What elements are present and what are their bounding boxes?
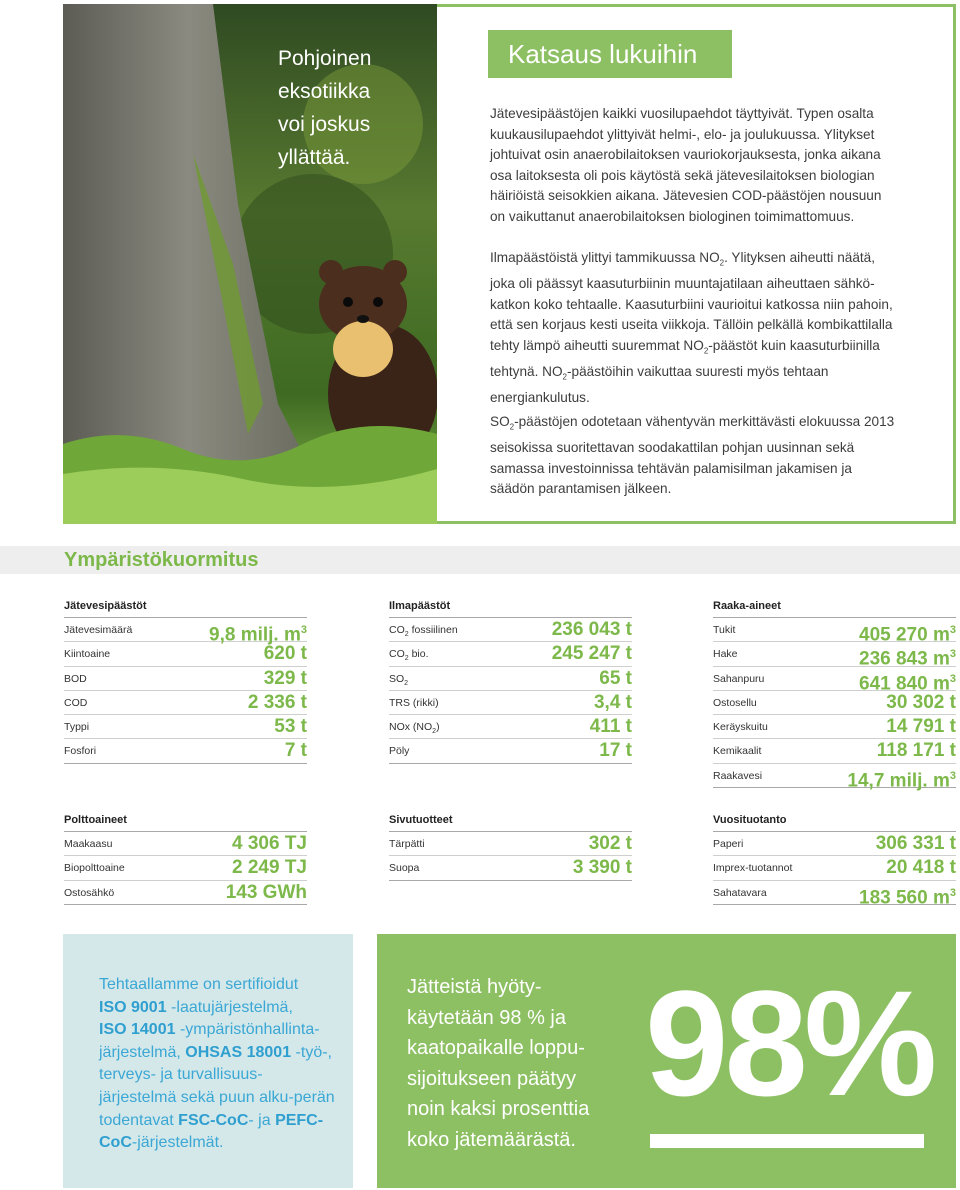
row-value bbox=[886, 856, 956, 880]
text-span: Tehtaallamme on sertifioidut bbox=[99, 976, 299, 993]
paragraph-air bbox=[490, 248, 900, 409]
table-vuosi bbox=[713, 808, 956, 908]
text-span: -ympäristönhallinta-järjestelmä, bbox=[99, 1021, 320, 1061]
text-span: - ja bbox=[248, 1111, 276, 1129]
cert-ohsas: OHSAS 18001 bbox=[185, 1043, 292, 1061]
row-value bbox=[876, 832, 956, 856]
row-label bbox=[713, 673, 764, 685]
table-row bbox=[713, 642, 956, 670]
label-text: Maakaasu bbox=[64, 838, 113, 850]
label-text: Tärpätti bbox=[389, 838, 425, 850]
table-jatevesi bbox=[64, 594, 307, 764]
table-row bbox=[389, 618, 632, 642]
table-row bbox=[389, 856, 632, 880]
row-value bbox=[847, 764, 956, 793]
cert-fsc: FSC-CoC bbox=[178, 1111, 249, 1129]
value-superscript: 3 bbox=[949, 672, 956, 685]
row-label bbox=[64, 673, 87, 685]
label-text: Ostosellu bbox=[713, 696, 757, 709]
row-value bbox=[552, 618, 632, 642]
row-label bbox=[713, 721, 768, 733]
row-label bbox=[713, 624, 735, 636]
label-subscript: 2 bbox=[404, 655, 409, 663]
table-title: Raaka-aineet bbox=[713, 594, 956, 618]
row-value bbox=[886, 691, 956, 715]
label-text: Keräyskuitu bbox=[713, 721, 768, 734]
subscript: 2 bbox=[719, 258, 725, 268]
table-row bbox=[713, 739, 956, 763]
label-text: Kiintoaine bbox=[64, 648, 111, 661]
label-text: Paperi bbox=[713, 838, 744, 850]
row-value bbox=[264, 667, 307, 691]
subscript: 2 bbox=[562, 372, 567, 382]
text-span: -päästöt kuin kaasuturbiinilla tehtynä. NO bbox=[490, 337, 880, 379]
value-text: 236 843 m bbox=[859, 648, 950, 670]
value-text: 30 302 t bbox=[886, 691, 956, 713]
table-row bbox=[64, 667, 307, 691]
row-label bbox=[713, 862, 792, 874]
row-label bbox=[713, 838, 743, 850]
value-text: 143 GWh bbox=[225, 881, 307, 903]
cert-iso14001: ISO 14001 bbox=[99, 1021, 176, 1039]
label-text: Fosfori bbox=[64, 745, 97, 758]
text-span: -laatujärjestelmä, bbox=[166, 998, 293, 1016]
row-value bbox=[285, 739, 307, 763]
text-span: SO bbox=[490, 414, 510, 429]
table-title: Polttoaineet bbox=[64, 808, 307, 832]
row-value bbox=[590, 715, 632, 739]
row-label bbox=[64, 721, 89, 733]
label-subscript: 2 bbox=[404, 631, 409, 639]
row-label bbox=[713, 745, 761, 757]
row-label bbox=[713, 648, 738, 660]
text-span: Ilmapäästöistä ylittyi tammikuussa NO bbox=[490, 250, 720, 265]
table-title: Sivutuotteet bbox=[389, 808, 632, 832]
table-row bbox=[389, 715, 632, 739]
row-label bbox=[389, 721, 440, 735]
row-label bbox=[389, 838, 425, 850]
label-text: Typpi bbox=[64, 721, 90, 734]
table-row bbox=[389, 739, 632, 763]
paragraph-so2 bbox=[490, 412, 900, 500]
label-text: SO bbox=[389, 672, 405, 685]
value-text: 7 t bbox=[284, 740, 307, 762]
row-label bbox=[389, 648, 429, 662]
value-text: 53 t bbox=[274, 716, 307, 738]
row-label bbox=[713, 887, 767, 899]
table-poltto bbox=[64, 808, 307, 905]
value-text: 9,8 milj. m bbox=[209, 624, 301, 646]
row-value bbox=[599, 667, 632, 691]
row-label bbox=[64, 697, 87, 709]
text-span: -järjestelmät. bbox=[131, 1134, 224, 1152]
table-row bbox=[64, 715, 307, 739]
row-label bbox=[389, 673, 408, 687]
table-row bbox=[713, 832, 956, 856]
value-text: 306 331 t bbox=[875, 833, 956, 854]
row-value bbox=[274, 715, 307, 739]
table-row bbox=[64, 691, 307, 715]
row-label bbox=[389, 862, 419, 874]
label-text: Ostosähkö bbox=[64, 886, 115, 899]
row-label bbox=[64, 838, 112, 850]
value-text: 3 390 t bbox=[572, 857, 632, 879]
value-text: 411 t bbox=[589, 716, 632, 738]
row-label bbox=[64, 862, 125, 874]
label-text: NOx (NO bbox=[389, 721, 433, 734]
row-value bbox=[859, 881, 956, 910]
table-row bbox=[389, 832, 632, 856]
caption-line: yllättää. bbox=[278, 146, 351, 169]
table-row bbox=[64, 856, 307, 880]
label-text: Kemikaalit bbox=[713, 745, 762, 758]
value-superscript: 3 bbox=[949, 624, 956, 636]
label-subscript: 2 bbox=[404, 679, 409, 687]
row-value bbox=[264, 642, 307, 666]
value-superscript: 3 bbox=[300, 624, 307, 636]
table-row bbox=[64, 832, 307, 856]
table-title: Jätevesipäästöt bbox=[64, 594, 307, 618]
label-suffix: ) bbox=[436, 721, 440, 734]
row-value bbox=[594, 691, 632, 715]
label-text: Sahatavara bbox=[713, 886, 767, 899]
photo-caption bbox=[278, 42, 428, 174]
value-text: 641 840 m bbox=[859, 672, 950, 694]
table-raaka bbox=[713, 594, 956, 792]
table-sivu bbox=[389, 808, 632, 881]
table-ilma bbox=[389, 594, 632, 764]
label-text: Sahanpuru bbox=[713, 672, 765, 685]
label-text: CO bbox=[389, 624, 405, 636]
caption-line: Pohjoinen bbox=[278, 47, 372, 70]
katsaus-title: Katsaus lukuihin bbox=[488, 30, 732, 78]
row-label bbox=[64, 648, 110, 660]
table-title: Vuosituotanto bbox=[713, 808, 956, 832]
row-value bbox=[589, 832, 632, 856]
row-value bbox=[232, 856, 307, 880]
row-value bbox=[552, 642, 632, 666]
label-text: COD bbox=[64, 696, 88, 709]
waste-text: Jätteistä hyöty-käytetään 98 % ja kaatopaikalle loppu-sijoitukseen päätyy noin kaksi prosenttia koko jätemäärästä. bbox=[407, 976, 590, 1151]
row-value bbox=[232, 832, 307, 856]
row-value bbox=[886, 715, 956, 739]
label-text: BOD bbox=[64, 672, 87, 685]
table-row bbox=[64, 739, 307, 763]
row-value bbox=[573, 856, 632, 880]
subscript: 2 bbox=[703, 346, 709, 356]
row-label bbox=[389, 745, 409, 757]
table-row bbox=[389, 667, 632, 691]
subscript: 2 bbox=[509, 422, 515, 432]
row-value bbox=[599, 739, 632, 763]
text-span: -päästöjen odotetaan vähentyvän merkittävästi elokuussa 2013 seisokissa suoritettavan soodakattilan pohjan uusinnan sekä samassa investoinnissa tehtävän palamisilman jakamisen ja säädön parantamisen jälkeen. bbox=[490, 414, 895, 497]
cert-iso9001: ISO 9001 bbox=[99, 998, 167, 1016]
table-row bbox=[389, 691, 632, 715]
row-label bbox=[64, 887, 114, 899]
label-suffix: bio. bbox=[408, 648, 429, 661]
table-row bbox=[64, 881, 307, 905]
value-text: 2 249 TJ bbox=[232, 857, 307, 879]
table-row bbox=[389, 642, 632, 666]
caption-line: eksotiikka bbox=[278, 80, 371, 103]
table-row bbox=[713, 691, 956, 715]
label-text: Suopa bbox=[389, 862, 420, 875]
value-text: 20 418 t bbox=[886, 857, 956, 879]
text-span: . Ylityksen aiheutti näätä, joka oli päässyt kaasuturbiinin muuntajatilaan aiheuttaen sähkö-katkon koko tehtaalle. Kaasuturbiini vaurioitui katkossa niin pahoin, että sen korjaus kesti useita viikkoja. Tällöin pelkällä kombikattilalla tehty lämpö aiheutti suuremmat NO bbox=[490, 250, 893, 353]
table-row bbox=[713, 856, 956, 880]
label-text: Imprex-tuotannot bbox=[713, 862, 793, 875]
big-percent: 98% bbox=[645, 959, 934, 1127]
row-label bbox=[389, 624, 458, 638]
paragraph-wastewater: Jätevesipäästöjen kaikki vuosilupaehdot täyttyivät. Typen osalta kuukausilupaehdot ylittyivät helmi-, elo- ja joulukuussa. Ylitykset johtuivat osin anaerobilaitoksen vauriokorjauksesta, jonka aikana osa laitoksesta oli pois käytöstä sekä jätevesilaitoksen biologian häiriöistä seisokkien aikana. Jätevesien COD-päästöjen nousuun on vaikuttanut anaerobilaitoksen biologinen toimimattomuus. bbox=[490, 106, 882, 224]
percent-bar bbox=[650, 1134, 924, 1148]
row-value bbox=[877, 739, 956, 763]
value-superscript: 3 bbox=[949, 769, 956, 782]
table-row bbox=[713, 715, 956, 739]
value-text: 3,4 t bbox=[593, 691, 632, 713]
text-span: -päästöihin vaikuttaa suuresti myös tehtaan energiankulutus. bbox=[490, 363, 829, 406]
label-text: Pöly bbox=[389, 745, 410, 758]
value-text: 302 t bbox=[588, 833, 632, 854]
value-superscript: 3 bbox=[949, 648, 956, 661]
label-text: TRS (rikki) bbox=[389, 696, 439, 709]
value-text: 183 560 m bbox=[859, 886, 950, 908]
table-row bbox=[64, 618, 307, 646]
label-text: Jätevesimäärä bbox=[64, 624, 133, 636]
row-label bbox=[389, 697, 439, 709]
value-text: 236 043 t bbox=[551, 619, 632, 640]
table-row bbox=[713, 618, 956, 646]
value-text: 65 t bbox=[599, 667, 632, 689]
value-text: 620 t bbox=[263, 643, 307, 665]
value-text: 14 791 t bbox=[886, 716, 956, 738]
caption-line: voi joskus bbox=[278, 113, 371, 136]
label-text: Tukit bbox=[713, 624, 736, 636]
value-text: 405 270 m bbox=[859, 624, 950, 646]
label-subscript: 2 bbox=[432, 728, 437, 736]
text-span: -työ-, terveys- ja turvallisuus-järjestelmä sekä puun alku-perän todentavat bbox=[99, 1043, 335, 1129]
value-superscript: 3 bbox=[949, 886, 956, 899]
value-text: 17 t bbox=[599, 740, 632, 762]
row-value bbox=[248, 691, 307, 715]
row-label bbox=[64, 624, 132, 636]
row-value bbox=[226, 881, 307, 905]
label-suffix: fossiilinen bbox=[408, 624, 458, 636]
value-text: 245 247 t bbox=[551, 643, 632, 665]
label-text: Hake bbox=[713, 648, 738, 661]
row-label bbox=[64, 745, 96, 757]
value-text: 329 t bbox=[263, 667, 307, 689]
certifications-text bbox=[99, 974, 339, 1155]
value-text: 2 336 t bbox=[247, 691, 307, 713]
value-text: 118 171 t bbox=[876, 740, 956, 762]
marten-photo bbox=[63, 4, 437, 524]
value-text: 4 306 TJ bbox=[232, 833, 307, 854]
row-label bbox=[713, 770, 762, 782]
table-row bbox=[64, 642, 307, 666]
table-row bbox=[713, 881, 956, 908]
value-text: 14,7 milj. m bbox=[847, 770, 950, 792]
table-title: Ilmapäästöt bbox=[389, 594, 632, 618]
label-text: Biopolttoaine bbox=[64, 862, 125, 875]
label-text: Raakavesi bbox=[713, 769, 763, 782]
table-row bbox=[713, 764, 956, 792]
label-text: CO bbox=[389, 648, 405, 661]
section-title: Ympäristökuormitus bbox=[64, 549, 259, 571]
cert-pefc: PEFC-CoC bbox=[99, 1111, 324, 1152]
row-label bbox=[713, 697, 757, 709]
table-row bbox=[713, 667, 956, 694]
